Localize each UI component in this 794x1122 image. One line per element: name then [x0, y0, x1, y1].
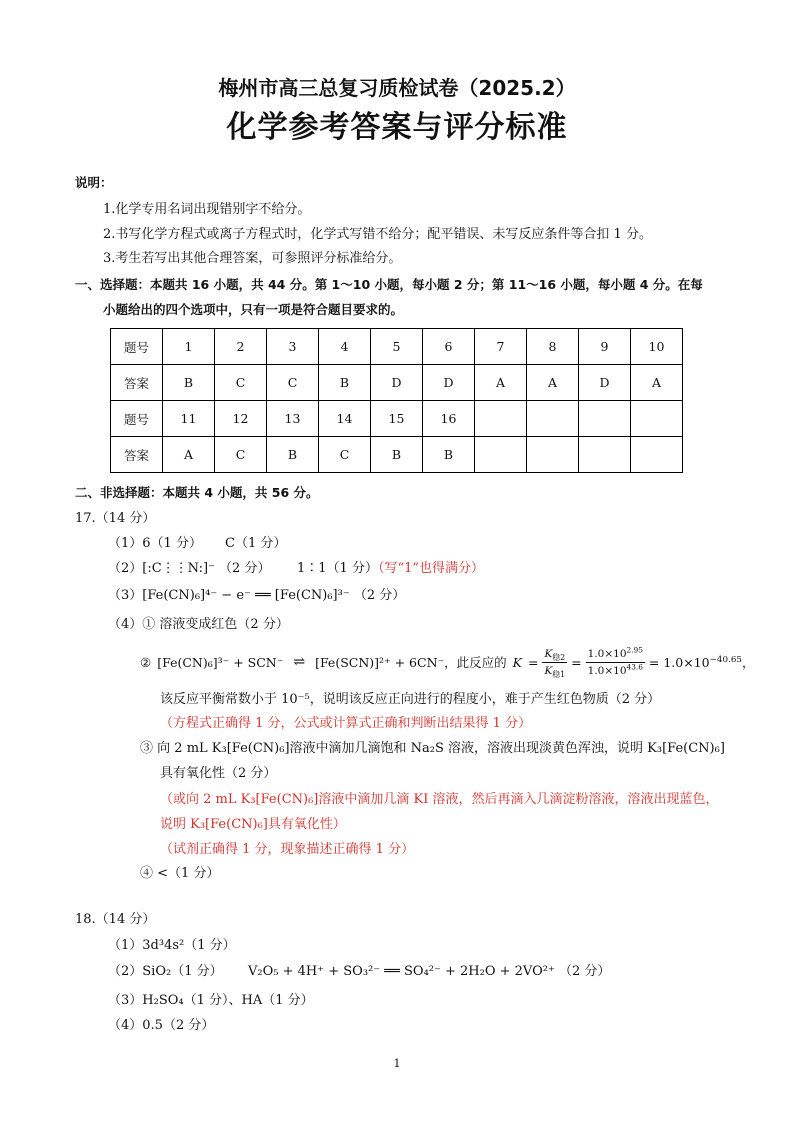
k-symbol: K [544, 664, 553, 677]
fraction-numerator [542, 647, 567, 663]
q17-part3-label: （3） [108, 588, 143, 603]
q17-part2-score: （2 分） [219, 561, 271, 576]
item3-marker: ③ [140, 741, 154, 756]
item3-alternative-answer: （或向 2 mL K₃[Fe(CN)₆]溶液中滴加几滴 KI 溶液，然后再滴入几滴淀粉溶液，溶液出现蓝色， [160, 792, 719, 807]
question-number-label: 题号 [111, 401, 163, 437]
question-number-cell: 14 [319, 401, 371, 437]
q17-part3-score: （2 分） [353, 588, 406, 603]
answer-cell: B [319, 365, 371, 401]
section2-heading: 二、非选择题：本题共 4 小题，共 56 分。 [75, 485, 319, 500]
question-number-label: 题号 [111, 329, 163, 365]
reaction-products: [Fe(SCN)]²⁺ + 6CN⁻，此反应的 [315, 655, 507, 670]
question-number-cell: 1 [163, 329, 215, 365]
note-item: 3.考生若写出其他合理答案，可参照评分标准给分。 [103, 251, 402, 266]
question-number-cell: 10 [631, 329, 683, 365]
note-item: 1.化学专用名词出现错别字不给分。 [103, 202, 311, 217]
q17-part2-line [108, 560, 270, 578]
q17-part2-grading-note: （写“1”也得满分） [377, 561, 485, 576]
denominator-base: 1.0×10 [587, 664, 627, 677]
equals-sign: = [571, 654, 582, 670]
q18-heading: 18.（14 分） [75, 912, 156, 927]
q18-part2-answer: （2）SiO₂（1 分） [108, 964, 223, 979]
section1-heading-continued: 小题给出的四个选项中，只有一项是符合题目要求的。 [103, 302, 404, 317]
answer-cell: C [319, 437, 371, 473]
question-number-cell: 4 [319, 329, 371, 365]
question-number-cell: 8 [527, 329, 579, 365]
q17-part2-ratio: 1∶1（1 分） [297, 561, 378, 576]
q18-part1-answer: （1）3d³4s²（1 分） [108, 938, 236, 953]
question-number-cell: 16 [423, 401, 475, 437]
numerator-base: 1.0×10 [587, 647, 627, 660]
k-symbol: K [544, 647, 553, 660]
answer-label: 答案 [111, 365, 163, 401]
empty-cell [527, 401, 579, 437]
table-row [111, 401, 683, 437]
k-subscript: 稳1 [552, 669, 566, 679]
q17-heading: 17.（14 分） [75, 511, 156, 526]
answer-cell: B [163, 365, 215, 401]
result-base: = 1.0×10 [648, 655, 710, 670]
q17-part2-ratio-line [297, 560, 484, 578]
table-row [111, 329, 683, 365]
q17-part3-equation: [Fe(CN)₆]⁴⁻ − e⁻ ══ [Fe(CN)₆]³⁻ [142, 588, 350, 603]
answer-cell: C [215, 437, 267, 473]
answer-cell: A [475, 365, 527, 401]
note-item: 2.书写化学方程式或离子方程式时，化学式写错不给分；配平错误、未写反应条件等合扣 1 分。 [103, 227, 652, 242]
notes-heading: 说明： [75, 175, 113, 190]
equals-sign: = [527, 654, 539, 670]
item3-alternative-answer-continued: 说明 K₃[Fe(CN)₆]具有氧化性） [160, 817, 346, 832]
q17-part1-answer: （1）6（1 分） [108, 536, 202, 551]
q18-part2-equation: V₂O₅ + 4H⁺ + SO₃²⁻ ══ SO₄²⁻ + 2H₂O + 2VO²⁺ （2 分） [248, 964, 611, 979]
empty-cell [579, 401, 631, 437]
item3-line [140, 740, 725, 758]
fraction-numerator [586, 647, 645, 663]
equilibrium-arrow: ⇌ [293, 654, 306, 670]
answer-cell: B [423, 437, 475, 473]
answer-cell: C [215, 365, 267, 401]
empty-cell [475, 437, 527, 473]
table-row [111, 437, 683, 473]
equilibrium-constant-symbol: K [512, 654, 522, 670]
empty-cell [527, 437, 579, 473]
answer-cell: A [527, 365, 579, 401]
item4-line [140, 865, 219, 883]
empty-cell [475, 401, 527, 437]
q17-part4-item1: ① 溶液变成红色（2 分） [142, 617, 289, 632]
k-result [649, 653, 755, 671]
answer-cell: B [371, 437, 423, 473]
question-number-cell: 2 [215, 329, 267, 365]
table-row [111, 365, 683, 401]
question-number-cell: 9 [579, 329, 631, 365]
stability-constant-ratio [542, 647, 567, 678]
q18-part4-answer: （4）0.5（2 分） [108, 1018, 215, 1033]
q17-part2-label: （2） [108, 561, 143, 576]
item2-grading-note: （方程式正确得 1 分，公式或计算式正确和判断出结果得 1 分） [160, 716, 532, 731]
empty-cell [579, 437, 631, 473]
item4-marker: ④ [140, 866, 154, 881]
question-number-cell: 7 [475, 329, 527, 365]
question-number-cell: 3 [267, 329, 319, 365]
answer-cell: D [423, 365, 475, 401]
answer-key-subtitle: 化学参考答案与评分标准 [226, 110, 568, 145]
empty-cell [631, 437, 683, 473]
empty-cell [631, 401, 683, 437]
item2-conclusion: 该反应平衡常数小于 10⁻⁵，说明该反应正向进行的程度小，难于产生红色物质（2 分） [160, 692, 661, 707]
q17-part4-line [108, 616, 289, 634]
q18-part3-answer: （3）H₂SO₄（1 分）、HA（1 分） [108, 993, 314, 1008]
denominator-exponent: 43.6 [626, 662, 643, 671]
numerator-exponent: 2.95 [626, 645, 643, 654]
answer-cell: D [579, 365, 631, 401]
question-number-cell: 5 [371, 329, 423, 365]
choice-table-body [111, 329, 683, 473]
section1-heading: 一、选择题：本题共 16 小题，共 44 分。第 1～10 小题，每小题 2 分；第 11～16 小题，每小题 4 分。在每 [75, 277, 703, 292]
choice-answer-table [110, 328, 683, 473]
fraction-denominator [542, 663, 567, 678]
question-number-cell: 15 [371, 401, 423, 437]
q17-part4-label: （4） [108, 617, 143, 632]
item2-marker: ② [140, 654, 152, 670]
q17-part4-item2-equation [140, 644, 755, 680]
q17-part3-line [108, 587, 405, 605]
answer-cell: A [631, 365, 683, 401]
item3-answer: 向 2 mL K₃[Fe(CN)₆]溶液中滴加几滴饱和 Na₂S 溶液，溶液出现淡黄色浑浊，说明 K₃[Fe(CN)₆] [157, 741, 725, 756]
result-punctuation: ， [741, 655, 755, 670]
q17-part1-answer-b: C（1 分） [225, 536, 287, 551]
item3-answer-continued: 具有氧化性（2 分） [160, 766, 277, 781]
answer-cell: B [267, 437, 319, 473]
item3-grading-note: （试剂正确得 1 分，现象描述正确得 1 分） [160, 842, 415, 857]
page-number: 1 [393, 1057, 401, 1070]
answer-cell: A [163, 437, 215, 473]
answer-label: 答案 [111, 437, 163, 473]
exam-title: 梅州市高三总复习质检试卷（2025.2） [218, 76, 576, 100]
answer-cell: D [371, 365, 423, 401]
question-number-cell: 12 [215, 401, 267, 437]
question-number-cell: 13 [267, 401, 319, 437]
fraction-denominator [586, 663, 645, 678]
reaction-reactants: [Fe(CN)₆]³⁻ + SCN⁻ [157, 654, 284, 670]
question-number-cell: 6 [423, 329, 475, 365]
answer-cell: C [267, 365, 319, 401]
result-exponent: −40.65 [709, 654, 742, 665]
question-number-cell: 11 [163, 401, 215, 437]
cyanide-lewis-structure: [:C⋮⋮N:]⁻ [142, 561, 215, 576]
k-subscript: 稳2 [552, 652, 566, 662]
numeric-value-ratio [586, 647, 645, 678]
item4-answer: <（1 分） [157, 866, 220, 881]
